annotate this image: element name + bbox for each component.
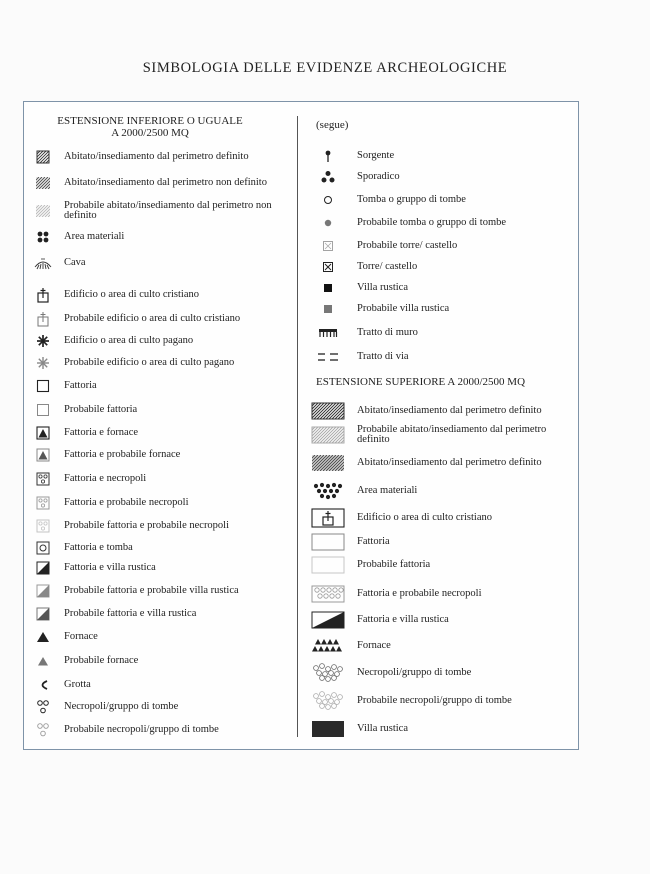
legend-item-label: Grotta bbox=[64, 679, 91, 690]
legend-item bbox=[299, 718, 577, 740]
legend-item bbox=[24, 603, 296, 625]
legend-item bbox=[299, 480, 577, 502]
legend-item bbox=[24, 515, 296, 537]
legend-item bbox=[299, 346, 577, 368]
light-asterisk-icon bbox=[28, 352, 58, 374]
legend-item-label: Probabile tomba o gruppo di tombe bbox=[357, 217, 507, 228]
legend-item bbox=[24, 308, 296, 330]
legend-item bbox=[24, 557, 296, 579]
square-circles-icon bbox=[28, 468, 58, 490]
right-heading: ESTENSIONE SUPERIORE A 2000/2500 MQ bbox=[316, 376, 526, 388]
legend-item bbox=[24, 146, 296, 168]
legend-item-label: Probabile fattoria e villa rustica bbox=[64, 608, 197, 619]
legend-item bbox=[299, 662, 577, 684]
legend-item-label: Cava bbox=[64, 257, 86, 268]
light-hatch-lines-icon bbox=[28, 200, 58, 222]
legend-item bbox=[24, 284, 296, 306]
hatch-lines-icon bbox=[28, 172, 58, 194]
legend-item-label: Probabile fattoria e probabile necropoli bbox=[64, 520, 230, 531]
legend-item-label: Torre/ castello bbox=[357, 261, 418, 272]
legend-item-label: Edificio o area di culto cristiano bbox=[357, 512, 492, 523]
left-heading-line1: ESTENSIONE INFERIORE O UGUALE bbox=[57, 115, 243, 127]
legend-item-label: Tomba o gruppo di tombe bbox=[357, 194, 466, 205]
legend-item bbox=[299, 322, 577, 344]
grey-square-icon bbox=[307, 298, 349, 320]
legend-item-label: Probabile edificio o area di culto cristiano bbox=[64, 313, 241, 324]
light-cross-square-icon bbox=[28, 308, 58, 330]
legend-item-label: Villa rustica bbox=[357, 723, 408, 734]
wall-icon bbox=[307, 322, 349, 344]
legend-item-label: Fattoria bbox=[357, 536, 390, 547]
black-square-icon bbox=[307, 277, 349, 299]
legend-item bbox=[24, 330, 296, 352]
half-filled-rect-icon bbox=[307, 609, 349, 631]
legend-item bbox=[299, 256, 577, 278]
legend-item-label: Edificio o area di culto cristiano bbox=[64, 289, 199, 300]
legend-item-label: Edificio o area di culto pagano bbox=[64, 335, 194, 346]
light-half-filled-square-icon bbox=[28, 580, 58, 602]
circle-outline-icon bbox=[307, 189, 349, 211]
legend-item-label: Area materiali bbox=[64, 231, 125, 242]
legend-item bbox=[299, 212, 577, 234]
legend-item bbox=[299, 507, 577, 529]
legend-item bbox=[24, 674, 296, 696]
continuation-label: (segue) bbox=[316, 119, 349, 131]
legend-item bbox=[299, 583, 577, 605]
faint-square-circles-icon bbox=[28, 515, 58, 537]
legend-item bbox=[24, 580, 296, 602]
asterisk-icon bbox=[28, 330, 58, 352]
legend-item-label: Area materiali bbox=[357, 485, 418, 496]
legend-item bbox=[299, 531, 577, 553]
legend-item-label: Fattoria e tomba bbox=[64, 542, 133, 553]
legend-item bbox=[24, 399, 296, 421]
light-circle-cluster-icon bbox=[28, 719, 58, 741]
legend-item-label: Probabile fornace bbox=[64, 655, 139, 666]
legend-item-label: Fornace bbox=[357, 640, 391, 651]
legend-item-label: Probabile villa rustica bbox=[357, 303, 450, 314]
rect-outline-icon bbox=[307, 531, 349, 553]
legend-item bbox=[24, 719, 296, 741]
triangle-icon bbox=[28, 626, 58, 648]
page-title: SIMBOLOGIA DELLE EVIDENZE ARCHEOLOGICHE bbox=[142, 60, 508, 76]
legend-item-label: Fattoria e villa rustica bbox=[64, 562, 156, 573]
legend-item-label: Probabile abitato/insediamento dal perimetro definito bbox=[357, 424, 547, 445]
legend-item-label: Probabile necropoli/gruppo di tombe bbox=[64, 724, 219, 735]
cross-square-icon bbox=[28, 284, 58, 306]
legend-item-label: Abitato/insediamento dal perimetro definito bbox=[64, 151, 249, 162]
legend-item bbox=[24, 375, 296, 397]
legend-item-label: Abitato/insediamento dal perimetro non definito bbox=[64, 177, 267, 188]
legend-item bbox=[299, 452, 577, 474]
legend-item bbox=[299, 166, 577, 188]
legend-item-label: Fattoria e probabile fornace bbox=[64, 449, 181, 460]
light-cross-box-icon bbox=[307, 235, 349, 257]
legend-item bbox=[299, 609, 577, 631]
square-circle-icon bbox=[28, 537, 58, 559]
legend-item bbox=[24, 492, 296, 514]
light-square-outline-icon bbox=[28, 399, 58, 421]
legend-item bbox=[24, 172, 296, 194]
half-filled-square-icon bbox=[28, 557, 58, 579]
legend-item-label: Fattoria e necropoli bbox=[64, 473, 147, 484]
legend-item bbox=[24, 200, 296, 222]
legend-item-label: Fattoria bbox=[64, 380, 97, 391]
light-rect-outline-icon bbox=[307, 554, 349, 576]
legend-item-label: Probabile torre/ castello bbox=[357, 240, 458, 251]
legend-item bbox=[24, 444, 296, 466]
legend-item-label: Abitato/insediamento dal perimetro definito bbox=[357, 457, 542, 468]
square-outline-icon bbox=[28, 375, 58, 397]
four-dots-icon bbox=[28, 226, 58, 248]
legend-item bbox=[24, 422, 296, 444]
left-heading-line2: A 2000/2500 MQ bbox=[111, 127, 189, 139]
legend-item bbox=[24, 226, 296, 248]
legend-item-label: Fattoria e probabile necropoli bbox=[357, 588, 482, 599]
grey-dot-icon bbox=[307, 212, 349, 234]
circle-cluster-icon bbox=[28, 696, 58, 718]
legend-item-label: Fattoria e villa rustica bbox=[357, 614, 449, 625]
light-square-triangle-icon bbox=[28, 444, 58, 466]
legend-item bbox=[24, 468, 296, 490]
cross-box-icon bbox=[307, 256, 349, 278]
legend-item bbox=[24, 650, 296, 672]
light-hatched-rect-icon bbox=[307, 424, 349, 446]
light-triangle-icon bbox=[28, 650, 58, 672]
mid-half-filled-square-icon bbox=[28, 603, 58, 625]
legend-item-label: Sporadico bbox=[357, 171, 400, 182]
left-heading bbox=[24, 115, 276, 139]
legend-item-label: Probabile abitato/insediamento dal perimetro non definito bbox=[64, 200, 272, 221]
hatch-area-icon bbox=[307, 452, 349, 474]
legend-item bbox=[24, 696, 296, 718]
cross-rect-icon bbox=[307, 507, 349, 529]
legend-item-label: Villa rustica bbox=[357, 282, 408, 293]
road-icon bbox=[307, 346, 349, 368]
legend-item bbox=[299, 145, 577, 167]
legend-item-label: Probabile fattoria bbox=[64, 404, 138, 415]
light-square-circles-icon bbox=[28, 492, 58, 514]
black-rect-icon bbox=[307, 718, 349, 740]
hatched-square-icon bbox=[28, 146, 58, 168]
legend-item-label: Probabile edificio o area di culto pagano bbox=[64, 357, 235, 368]
legend-item-label: Probabile fattoria bbox=[357, 559, 431, 570]
legend-item-label: Necropoli/gruppo di tombe bbox=[64, 701, 179, 712]
legend-item bbox=[24, 537, 296, 559]
three-dots-icon bbox=[307, 166, 349, 188]
legend-item-label: Sorgente bbox=[357, 150, 395, 161]
legend-item-label: Fattoria e fornace bbox=[64, 427, 139, 438]
cave-icon bbox=[28, 674, 58, 696]
column-divider bbox=[297, 116, 298, 737]
legend-item-label: Probabile necropoli/gruppo di tombe bbox=[357, 695, 512, 706]
legend-item bbox=[24, 352, 296, 374]
hatched-rect-icon bbox=[307, 400, 349, 422]
light-circles-group-icon bbox=[307, 690, 349, 712]
legend-item bbox=[299, 400, 577, 422]
legend-item bbox=[299, 189, 577, 211]
legend-item-label: Tratto di via bbox=[357, 351, 409, 362]
circles-group-icon bbox=[307, 662, 349, 684]
rect-circles-icon bbox=[307, 583, 349, 605]
legend-item bbox=[299, 635, 577, 657]
spring-icon bbox=[307, 145, 349, 167]
legend-item-label: Necropoli/gruppo di tombe bbox=[357, 667, 472, 678]
legend-item-label: Probabile fattoria e probabile villa rustica bbox=[64, 585, 239, 596]
triangle-cluster-icon bbox=[307, 635, 349, 657]
legend-item bbox=[24, 252, 296, 274]
dot-cluster-icon bbox=[307, 480, 349, 502]
legend-item bbox=[299, 554, 577, 576]
square-triangle-icon bbox=[28, 422, 58, 444]
legend-item bbox=[299, 235, 577, 257]
legend-item-label: Tratto di muro bbox=[357, 327, 418, 338]
quarry-icon bbox=[28, 252, 58, 274]
legend-item-label: Fornace bbox=[64, 631, 98, 642]
legend-item bbox=[299, 690, 577, 712]
legend-item bbox=[299, 298, 577, 320]
legend-item bbox=[299, 277, 577, 299]
legend-item-label: Fattoria e probabile necropoli bbox=[64, 497, 189, 508]
legend-item-label: Abitato/insediamento dal perimetro definito bbox=[357, 405, 542, 416]
legend-item bbox=[299, 424, 577, 446]
legend-box bbox=[23, 101, 579, 750]
legend-item bbox=[24, 626, 296, 648]
